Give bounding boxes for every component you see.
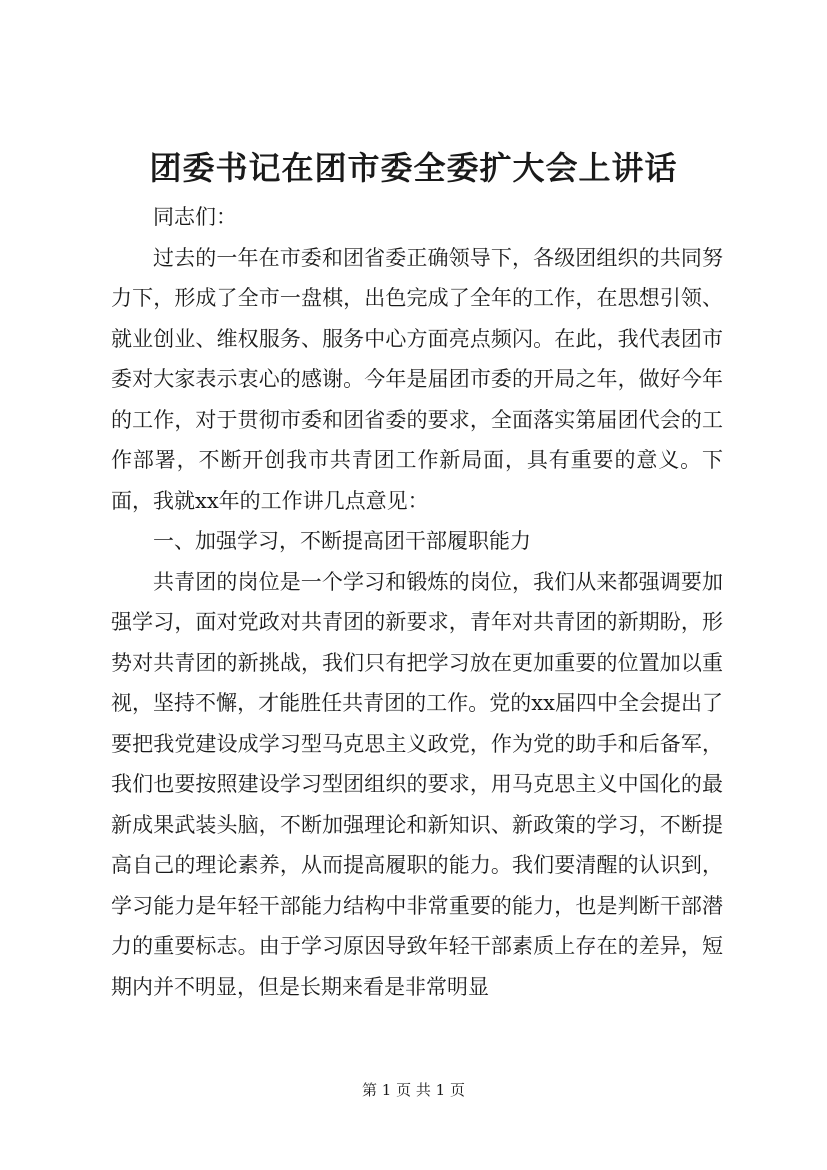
document-body xyxy=(111,197,723,1007)
paragraph-intro: 过去的一年在市委和团省委正确领导下，各级团组织的共同努力下，形成了全市一盘棋，出色完成了全年的工作，在思想引领、就业创业、维权服务、服务中心方面亮点频闪。在此，我代表团市委对大家表示衷心的感谢。今年是届团市委的开局之年，做好今年的工作，对于贯彻市委和团省委的要求，全面落实第届团代会的工作部署，不断开创我市共青团工作新局面，具有重要的意义。下面，我就xx年的工作讲几点意见： xyxy=(111,245,723,513)
paragraph-section-1: 共青团的岗位是一个学习和锻炼的岗位，我们从来都强调要加强学习，面对党政对共青团的新要求，青年对共青团的新期盼，形势对共青团的新挑战，我们只有把学习放在更加重要的位置加以重视，坚持不懈，才能胜任共青团的工作。党的xx届四中全会提出了要把我党建设成学习型马克思主义政党，作为党的助手和后备军，我们也要按照建设学习型团组织的要求，用马克思主义中国化的最新成果武装头脑，不断加强理论和新知识、新政策的学习，不断提高自己的理论素养，从而提高履职的能力。我们要清醒的认识到，学习能力是年轻干部能力结构中非常重要的能力，也是判断干部潜力的重要标志。由于学习原因导致年轻干部素质上存在的差异，短期内并不明显，但是长期来看是非常明显 xyxy=(111,569,723,999)
section-heading: 一、加强学习，不断提高团干部履职能力 xyxy=(153,529,531,553)
document-title: 团委书记在团市委全委扩大会上讲话 xyxy=(149,149,678,187)
page-footer: 第 1 页 共 1 页 xyxy=(362,1081,465,1099)
salutation: 同志们： xyxy=(153,205,237,229)
